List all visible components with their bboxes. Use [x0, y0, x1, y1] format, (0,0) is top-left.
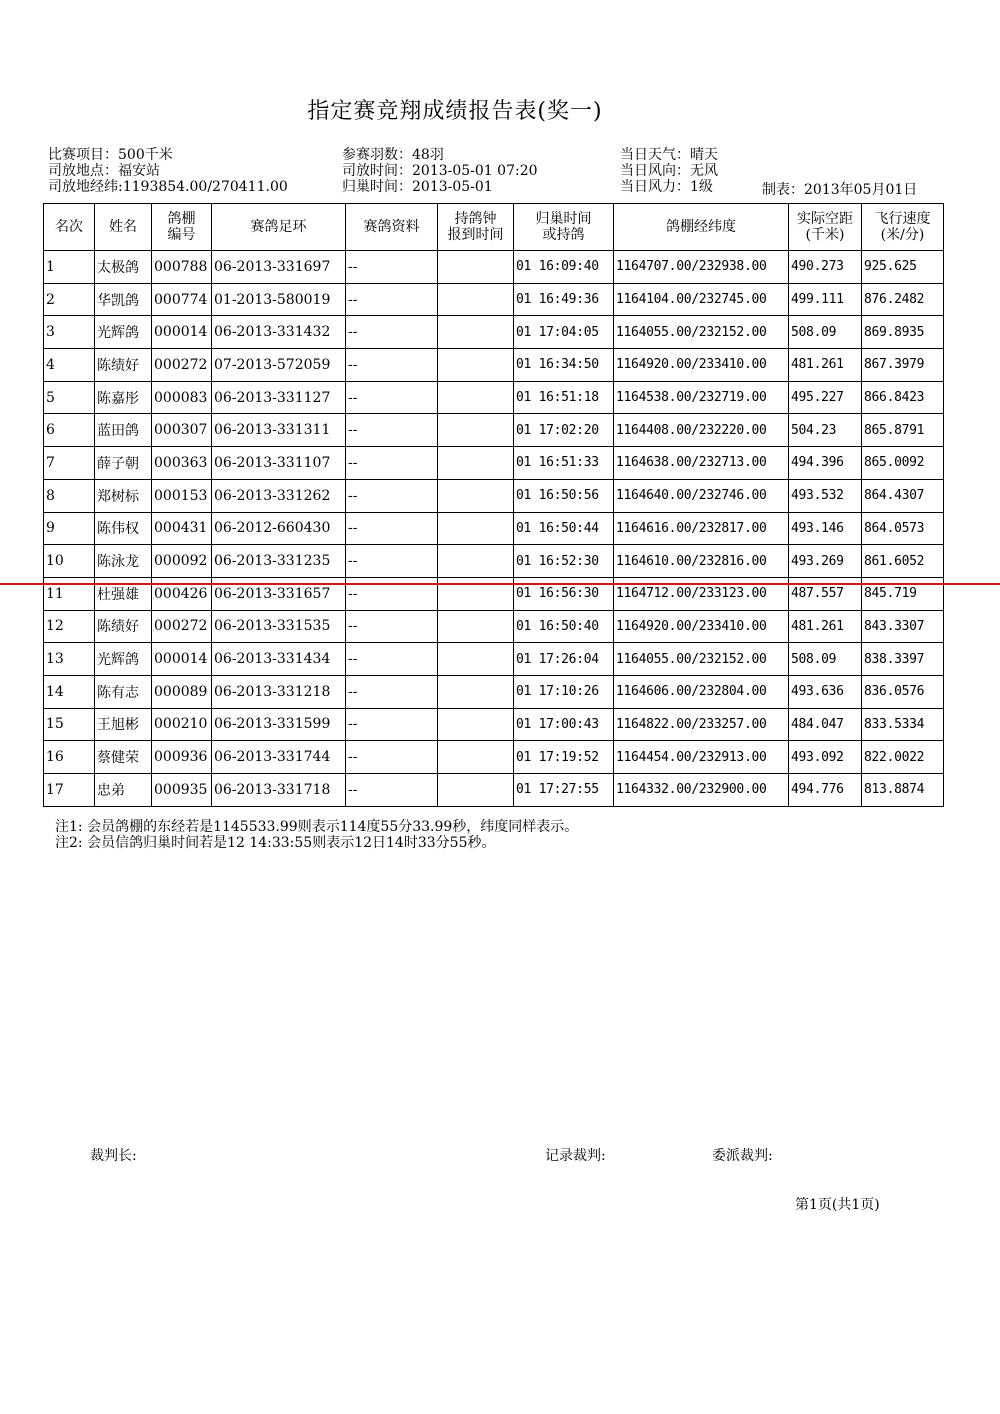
cell-clock-report-time: [438, 545, 514, 578]
cell-speed: 876.2482: [862, 283, 944, 316]
cell-name: 杜强雄: [95, 577, 152, 610]
cell-pigeon-info: --: [346, 316, 438, 349]
cell-loft-id: 000083: [152, 381, 212, 414]
cell-clock-report-time: [438, 349, 514, 382]
meta-return-date: 归巢时间：2013-05-01: [342, 179, 493, 195]
cell-pigeon-info: --: [346, 741, 438, 774]
cell-pigeon-info: --: [346, 447, 438, 480]
cell-rank: 8: [44, 479, 95, 512]
table-row: [44, 643, 944, 676]
cell-return-time: 01 16:51:18: [514, 381, 614, 414]
cell-loft-coordinates: 1164920.00/233410.00: [614, 610, 789, 643]
cell-loft-coordinates: 1164055.00/232152.00: [614, 316, 789, 349]
cell-speed: 867.3979: [862, 349, 944, 382]
table-row: [44, 545, 944, 578]
cell-distance-km: 508.09: [789, 643, 862, 676]
table-row: [44, 675, 944, 708]
cell-ring-number: 01-2013-580019: [212, 283, 346, 316]
cell-speed: 864.0573: [862, 512, 944, 545]
cell-return-time: 01 17:19:52: [514, 741, 614, 774]
cell-pigeon-info: --: [346, 675, 438, 708]
cell-loft-id: 000426: [152, 577, 212, 610]
cell-name: 王旭彬: [95, 708, 152, 741]
cell-ring-number: 06-2013-331262: [212, 479, 346, 512]
results-table: [43, 203, 944, 807]
cell-distance-km: 504.23: [789, 414, 862, 447]
cell-speed: 845.719: [862, 577, 944, 610]
cell-name: 光辉鸽: [95, 316, 152, 349]
cell-return-time: 01 16:50:44: [514, 512, 614, 545]
cell-loft-id: 000363: [152, 447, 212, 480]
table-row: [44, 316, 944, 349]
cell-distance-km: 493.532: [789, 479, 862, 512]
cell-return-time: 01 16:51:33: [514, 447, 614, 480]
cell-rank: 16: [44, 741, 95, 774]
cell-rank: 14: [44, 675, 95, 708]
cell-ring-number: 06-2013-331311: [212, 414, 346, 447]
cell-loft-id: 000014: [152, 643, 212, 676]
cell-clock-report-time: [438, 316, 514, 349]
table-row: [44, 512, 944, 545]
meta-wind-direction: 当日风向：无风: [620, 163, 718, 179]
cell-name: 忠弟: [95, 774, 152, 807]
cell-distance-km: 490.273: [789, 251, 862, 284]
cell-pigeon-info: --: [346, 414, 438, 447]
cell-loft-id: 000153: [152, 479, 212, 512]
cell-rank: 17: [44, 774, 95, 807]
cell-loft-coordinates: 1164638.00/232713.00: [614, 447, 789, 480]
cell-return-time: 01 17:10:26: [514, 675, 614, 708]
cell-speed: 864.4307: [862, 479, 944, 512]
cell-clock-report-time: [438, 447, 514, 480]
cell-pigeon-info: --: [346, 283, 438, 316]
meta-column-3: [620, 147, 718, 195]
cell-rank: 2: [44, 283, 95, 316]
cell-loft-coordinates: 1164104.00/232745.00: [614, 283, 789, 316]
cell-loft-id: 000788: [152, 251, 212, 284]
header-speed: 飞行速度 (米/分): [862, 204, 944, 251]
header-clock-report-time: 持鸽钟 报到时间: [438, 204, 514, 251]
cell-speed: 843.3307: [862, 610, 944, 643]
cell-loft-id: 000307: [152, 414, 212, 447]
note-2: 注2: 会员信鸽归巢时间若是12 14:33:55则表示12日14时33分55秒。: [55, 835, 496, 851]
table-row: [44, 381, 944, 414]
cell-speed: 822.0022: [862, 741, 944, 774]
cell-ring-number: 06-2013-331432: [212, 316, 346, 349]
recording-judge-signature: 记录裁判:: [545, 1148, 606, 1164]
assigned-judge-signature: 委派裁判:: [712, 1148, 773, 1164]
cell-distance-km: 481.261: [789, 610, 862, 643]
cell-name: 蓝田鸽: [95, 414, 152, 447]
meta-release-time: 司放时间：2013-05-01 07:20: [342, 163, 538, 179]
cell-return-time: 01 17:04:05: [514, 316, 614, 349]
cell-distance-km: 508.09: [789, 316, 862, 349]
cell-clock-report-time: [438, 610, 514, 643]
cell-clock-report-time: [438, 741, 514, 774]
cell-rank: 9: [44, 512, 95, 545]
cell-loft-coordinates: 1164712.00/233123.00: [614, 577, 789, 610]
cell-clock-report-time: [438, 708, 514, 741]
table-row: [44, 479, 944, 512]
meta-weather: 当日天气：晴天: [620, 147, 718, 163]
cell-name: 华凯鸽: [95, 283, 152, 316]
cell-loft-coordinates: 1164408.00/232220.00: [614, 414, 789, 447]
cell-distance-km: 484.047: [789, 708, 862, 741]
cell-return-time: 01 16:50:56: [514, 479, 614, 512]
table-row: [44, 774, 944, 807]
cell-clock-report-time: [438, 675, 514, 708]
cell-loft-id: 000089: [152, 675, 212, 708]
table-body: [44, 251, 944, 807]
cell-rank: 10: [44, 545, 95, 578]
meta-event: 比赛项目：500千米: [48, 147, 173, 163]
cell-loft-coordinates: 1164640.00/232746.00: [614, 479, 789, 512]
cell-name: 陈有志: [95, 675, 152, 708]
cell-ring-number: 06-2013-331744: [212, 741, 346, 774]
cell-loft-coordinates: 1164616.00/232817.00: [614, 512, 789, 545]
cell-loft-id: 000431: [152, 512, 212, 545]
cell-speed: 865.0092: [862, 447, 944, 480]
cell-rank: 11: [44, 577, 95, 610]
cell-clock-report-time: [438, 414, 514, 447]
cell-pigeon-info: --: [346, 577, 438, 610]
cell-rank: 7: [44, 447, 95, 480]
meta-entry-count: 参赛羽数：48羽: [342, 147, 444, 163]
cell-ring-number: 06-2013-331434: [212, 643, 346, 676]
cell-loft-coordinates: 1164610.00/232816.00: [614, 545, 789, 578]
cell-name: 陈嘉彤: [95, 381, 152, 414]
cell-pigeon-info: --: [346, 610, 438, 643]
cell-loft-id: 000014: [152, 316, 212, 349]
cell-speed: 813.8874: [862, 774, 944, 807]
note-1: 注1: 会员鸽棚的东经若是1145533.99则表示114度55分33.99秒，纬度同样表示。: [55, 819, 579, 835]
meta-wind-force: 当日风力：1级: [620, 179, 713, 195]
cell-speed: 865.8791: [862, 414, 944, 447]
cell-loft-coordinates: 1164606.00/232804.00: [614, 675, 789, 708]
header-distance-km: 实际空距 (千米): [789, 204, 862, 251]
cell-distance-km: 495.227: [789, 381, 862, 414]
cell-speed: 869.8935: [862, 316, 944, 349]
cell-clock-report-time: [438, 512, 514, 545]
cell-speed: 866.8423: [862, 381, 944, 414]
report-title: 指定赛竞翔成绩报告表(奖一): [307, 99, 603, 124]
meta-made-date: 制表：2013年05月01日: [762, 182, 918, 198]
cell-ring-number: 06-2013-331697: [212, 251, 346, 284]
cell-name: 郑树标: [95, 479, 152, 512]
cell-speed: 836.0576: [862, 675, 944, 708]
cell-ring-number: 06-2013-331535: [212, 610, 346, 643]
chief-judge-signature: 裁判长:: [90, 1148, 137, 1164]
cell-distance-km: 493.092: [789, 741, 862, 774]
header-loft-id: 鸽棚 编号: [152, 204, 212, 251]
cell-loft-coordinates: 1164454.00/232913.00: [614, 741, 789, 774]
cell-pigeon-info: --: [346, 512, 438, 545]
cell-rank: 15: [44, 708, 95, 741]
header-rank: 名次: [44, 204, 95, 251]
cell-rank: 12: [44, 610, 95, 643]
cell-pigeon-info: --: [346, 774, 438, 807]
cell-return-time: 01 17:02:20: [514, 414, 614, 447]
cell-name: 陈伟权: [95, 512, 152, 545]
cell-loft-coordinates: 1164920.00/233410.00: [614, 349, 789, 382]
cell-name: 太极鸽: [95, 251, 152, 284]
cell-rank: 4: [44, 349, 95, 382]
cell-ring-number: 06-2012-660430: [212, 512, 346, 545]
cell-clock-report-time: [438, 381, 514, 414]
cell-loft-id: 000774: [152, 283, 212, 316]
cell-return-time: 01 17:00:43: [514, 708, 614, 741]
cell-clock-report-time: [438, 774, 514, 807]
table-row: [44, 741, 944, 774]
cell-ring-number: 06-2013-331235: [212, 545, 346, 578]
table-row: [44, 708, 944, 741]
meta-release-site: 司放地点：福安站: [48, 163, 160, 179]
table-row: [44, 251, 944, 284]
header-name: 姓名: [95, 204, 152, 251]
table-row: [44, 283, 944, 316]
cell-loft-id: 000935: [152, 774, 212, 807]
cell-clock-report-time: [438, 251, 514, 284]
cell-clock-report-time: [438, 479, 514, 512]
cell-name: 陈绩好: [95, 349, 152, 382]
page-indicator: 第1页(共1页): [795, 1197, 880, 1213]
cell-clock-report-time: [438, 643, 514, 676]
cell-loft-coordinates: 1164332.00/232900.00: [614, 774, 789, 807]
cell-return-time: 01 16:56:30: [514, 577, 614, 610]
cell-loft-id: 000092: [152, 545, 212, 578]
cell-loft-coordinates: 1164822.00/233257.00: [614, 708, 789, 741]
cell-distance-km: 487.557: [789, 577, 862, 610]
cell-ring-number: 06-2013-331218: [212, 675, 346, 708]
cell-pigeon-info: --: [346, 545, 438, 578]
cell-pigeon-info: --: [346, 349, 438, 382]
cell-pigeon-info: --: [346, 643, 438, 676]
cell-distance-km: 499.111: [789, 283, 862, 316]
cell-loft-id: 000272: [152, 349, 212, 382]
red-divider-line: [0, 583, 1000, 585]
cell-return-time: 01 16:34:50: [514, 349, 614, 382]
cell-loft-coordinates: 1164055.00/232152.00: [614, 643, 789, 676]
cell-rank: 5: [44, 381, 95, 414]
header-ring-number: 赛鸽足环: [212, 204, 346, 251]
cell-distance-km: 494.396: [789, 447, 862, 480]
meta-release-coordinates: 司放地经纬:1193854.00/270411.00: [48, 179, 288, 195]
table-row: [44, 414, 944, 447]
cell-distance-km: 481.261: [789, 349, 862, 382]
table-row: [44, 610, 944, 643]
cell-rank: 13: [44, 643, 95, 676]
table-header-row: [44, 204, 944, 251]
cell-speed: 925.625: [862, 251, 944, 284]
cell-pigeon-info: --: [346, 251, 438, 284]
cell-rank: 1: [44, 251, 95, 284]
header-pigeon-info: 赛鸽资料: [346, 204, 438, 251]
header-loft-coordinates: 鸽棚经纬度: [614, 204, 789, 251]
cell-loft-id: 000272: [152, 610, 212, 643]
cell-ring-number: 06-2013-331718: [212, 774, 346, 807]
cell-speed: 833.5334: [862, 708, 944, 741]
cell-clock-report-time: [438, 283, 514, 316]
cell-return-time: 01 16:49:36: [514, 283, 614, 316]
cell-distance-km: 493.146: [789, 512, 862, 545]
header-return-time: 归巢时间 或持鸽: [514, 204, 614, 251]
cell-ring-number: 06-2013-331657: [212, 577, 346, 610]
cell-speed: 838.3397: [862, 643, 944, 676]
cell-loft-id: 000210: [152, 708, 212, 741]
cell-ring-number: 06-2013-331127: [212, 381, 346, 414]
cell-ring-number: 06-2013-331107: [212, 447, 346, 480]
cell-speed: 861.6052: [862, 545, 944, 578]
cell-loft-coordinates: 1164538.00/232719.00: [614, 381, 789, 414]
cell-distance-km: 493.636: [789, 675, 862, 708]
table-row: [44, 349, 944, 382]
cell-return-time: 01 16:50:40: [514, 610, 614, 643]
cell-loft-id: 000936: [152, 741, 212, 774]
meta-column-1: [48, 147, 288, 195]
cell-name: 陈泳龙: [95, 545, 152, 578]
cell-return-time: 01 17:26:04: [514, 643, 614, 676]
cell-return-time: 01 17:27:55: [514, 774, 614, 807]
cell-pigeon-info: --: [346, 708, 438, 741]
cell-pigeon-info: --: [346, 381, 438, 414]
cell-return-time: 01 16:52:30: [514, 545, 614, 578]
cell-rank: 6: [44, 414, 95, 447]
cell-ring-number: 06-2013-331599: [212, 708, 346, 741]
cell-pigeon-info: --: [346, 479, 438, 512]
cell-distance-km: 493.269: [789, 545, 862, 578]
table-row: [44, 447, 944, 480]
cell-ring-number: 07-2013-572059: [212, 349, 346, 382]
cell-name: 光辉鸽: [95, 643, 152, 676]
cell-name: 蔡健荣: [95, 741, 152, 774]
notes: [55, 819, 578, 851]
cell-rank: 3: [44, 316, 95, 349]
cell-distance-km: 494.776: [789, 774, 862, 807]
cell-return-time: 01 16:09:40: [514, 251, 614, 284]
cell-loft-coordinates: 1164707.00/232938.00: [614, 251, 789, 284]
meta-column-2: [342, 147, 538, 195]
cell-name: 陈绩好: [95, 610, 152, 643]
cell-name: 薛子朝: [95, 447, 152, 480]
